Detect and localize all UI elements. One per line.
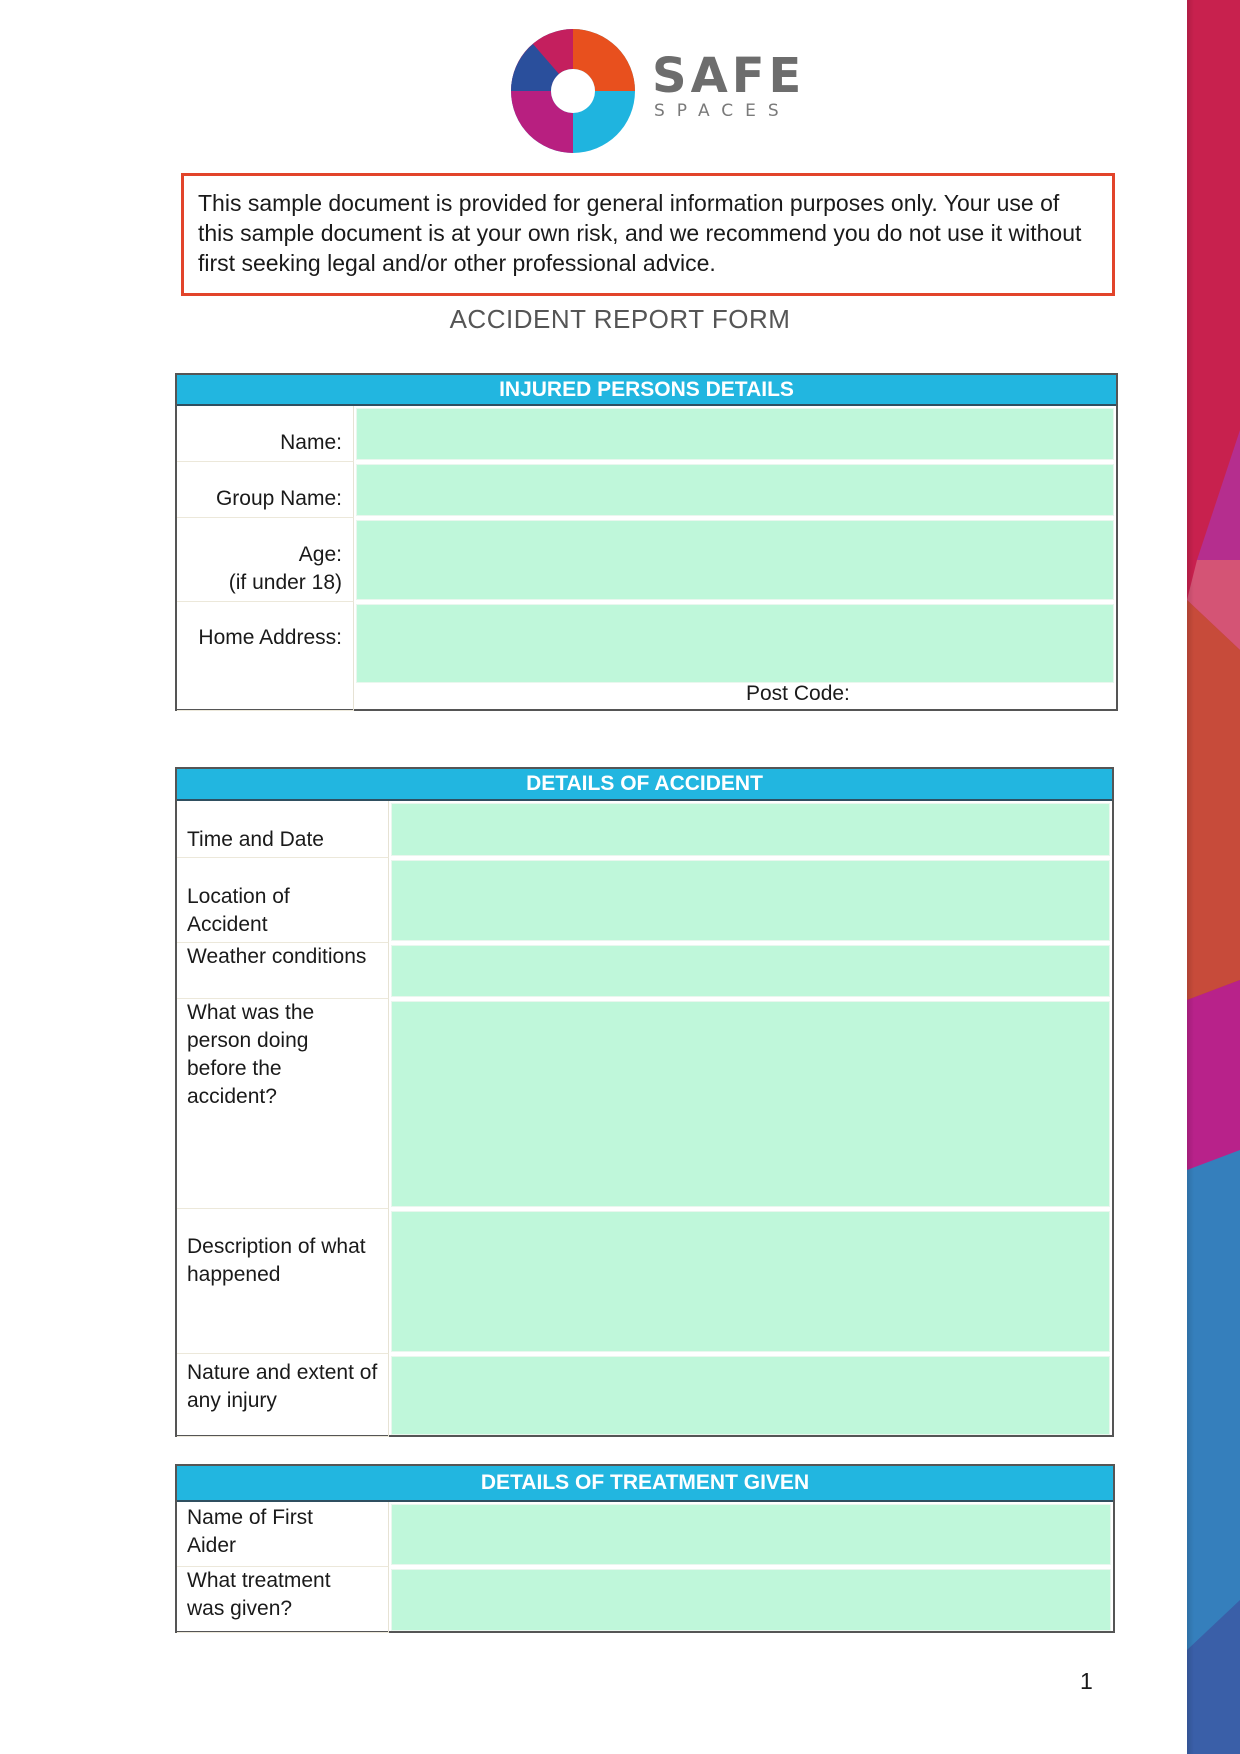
home-address-label: Home Address: (177, 602, 354, 711)
first-aider-label: Name of First Aider (177, 1502, 389, 1567)
treatment-given-label: What treatment was given? (177, 1567, 389, 1633)
injury-row (177, 1354, 1112, 1437)
location-field[interactable] (391, 860, 1110, 941)
name-field[interactable] (356, 408, 1114, 460)
doing-before-row (177, 999, 1112, 1209)
group-name-field[interactable] (356, 464, 1114, 516)
treatment-given-field[interactable] (391, 1569, 1111, 1631)
name-row (177, 406, 1116, 462)
doing-before-field[interactable] (391, 1001, 1110, 1207)
time-date-field[interactable] (391, 803, 1110, 856)
page-number: 1 (1080, 1668, 1093, 1694)
injury-label: Nature and extent of any injury (177, 1354, 389, 1437)
treatment-header: DETAILS OF TREATMENT GIVEN (177, 1466, 1113, 1502)
description-label: Description of what happened (177, 1209, 389, 1354)
age-label-text: Age: (298, 543, 342, 566)
accident-details-header: DETAILS OF ACCIDENT (177, 769, 1112, 801)
logo-subtitle: SPACES (654, 101, 791, 121)
age-note: (if under 18) (228, 571, 342, 594)
home-address-field[interactable] (356, 604, 1114, 683)
treatment-section (175, 1464, 1115, 1633)
injured-persons-header: INJURED PERSONS DETAILS (177, 375, 1116, 406)
disclaimer-box: This sample document is provided for general information purposes only. Your use of this sample document is at your own risk, and we recommend you do not use it without first seeking legal and/or other professional advice. (181, 173, 1115, 296)
group-name-label: Group Name: (177, 462, 354, 518)
first-aider-row (177, 1502, 1113, 1567)
doing-before-label: What was the person doing before the accident? (177, 999, 389, 1209)
location-row (177, 858, 1112, 943)
color-band-graphic (1187, 0, 1240, 1754)
age-field[interactable] (356, 520, 1114, 600)
accident-details-section (175, 767, 1114, 1437)
time-date-row (177, 801, 1112, 858)
logo-wordmark: SAFE (652, 48, 806, 104)
form-title: ACCIDENT REPORT FORM (449, 304, 791, 334)
time-date-label: Time and Date (177, 801, 389, 858)
weather-label: Weather conditions (177, 943, 389, 999)
name-label: Name: (177, 406, 354, 462)
age-row (177, 518, 1116, 602)
injured-persons-section (175, 373, 1118, 711)
decorative-color-band (1187, 0, 1240, 1754)
injury-field[interactable] (391, 1356, 1110, 1435)
weather-field[interactable] (391, 945, 1110, 997)
treatment-given-row (177, 1567, 1113, 1633)
first-aider-field[interactable] (391, 1504, 1111, 1565)
home-address-row (177, 602, 1116, 711)
description-row (177, 1209, 1112, 1354)
location-label: Location of Accident (177, 858, 389, 943)
post-code-label: Post Code: (746, 682, 850, 705)
description-field[interactable] (391, 1211, 1110, 1352)
band-shadow (1187, 0, 1194, 1754)
group-name-row (177, 462, 1116, 518)
age-label (177, 518, 354, 602)
weather-row (177, 943, 1112, 999)
